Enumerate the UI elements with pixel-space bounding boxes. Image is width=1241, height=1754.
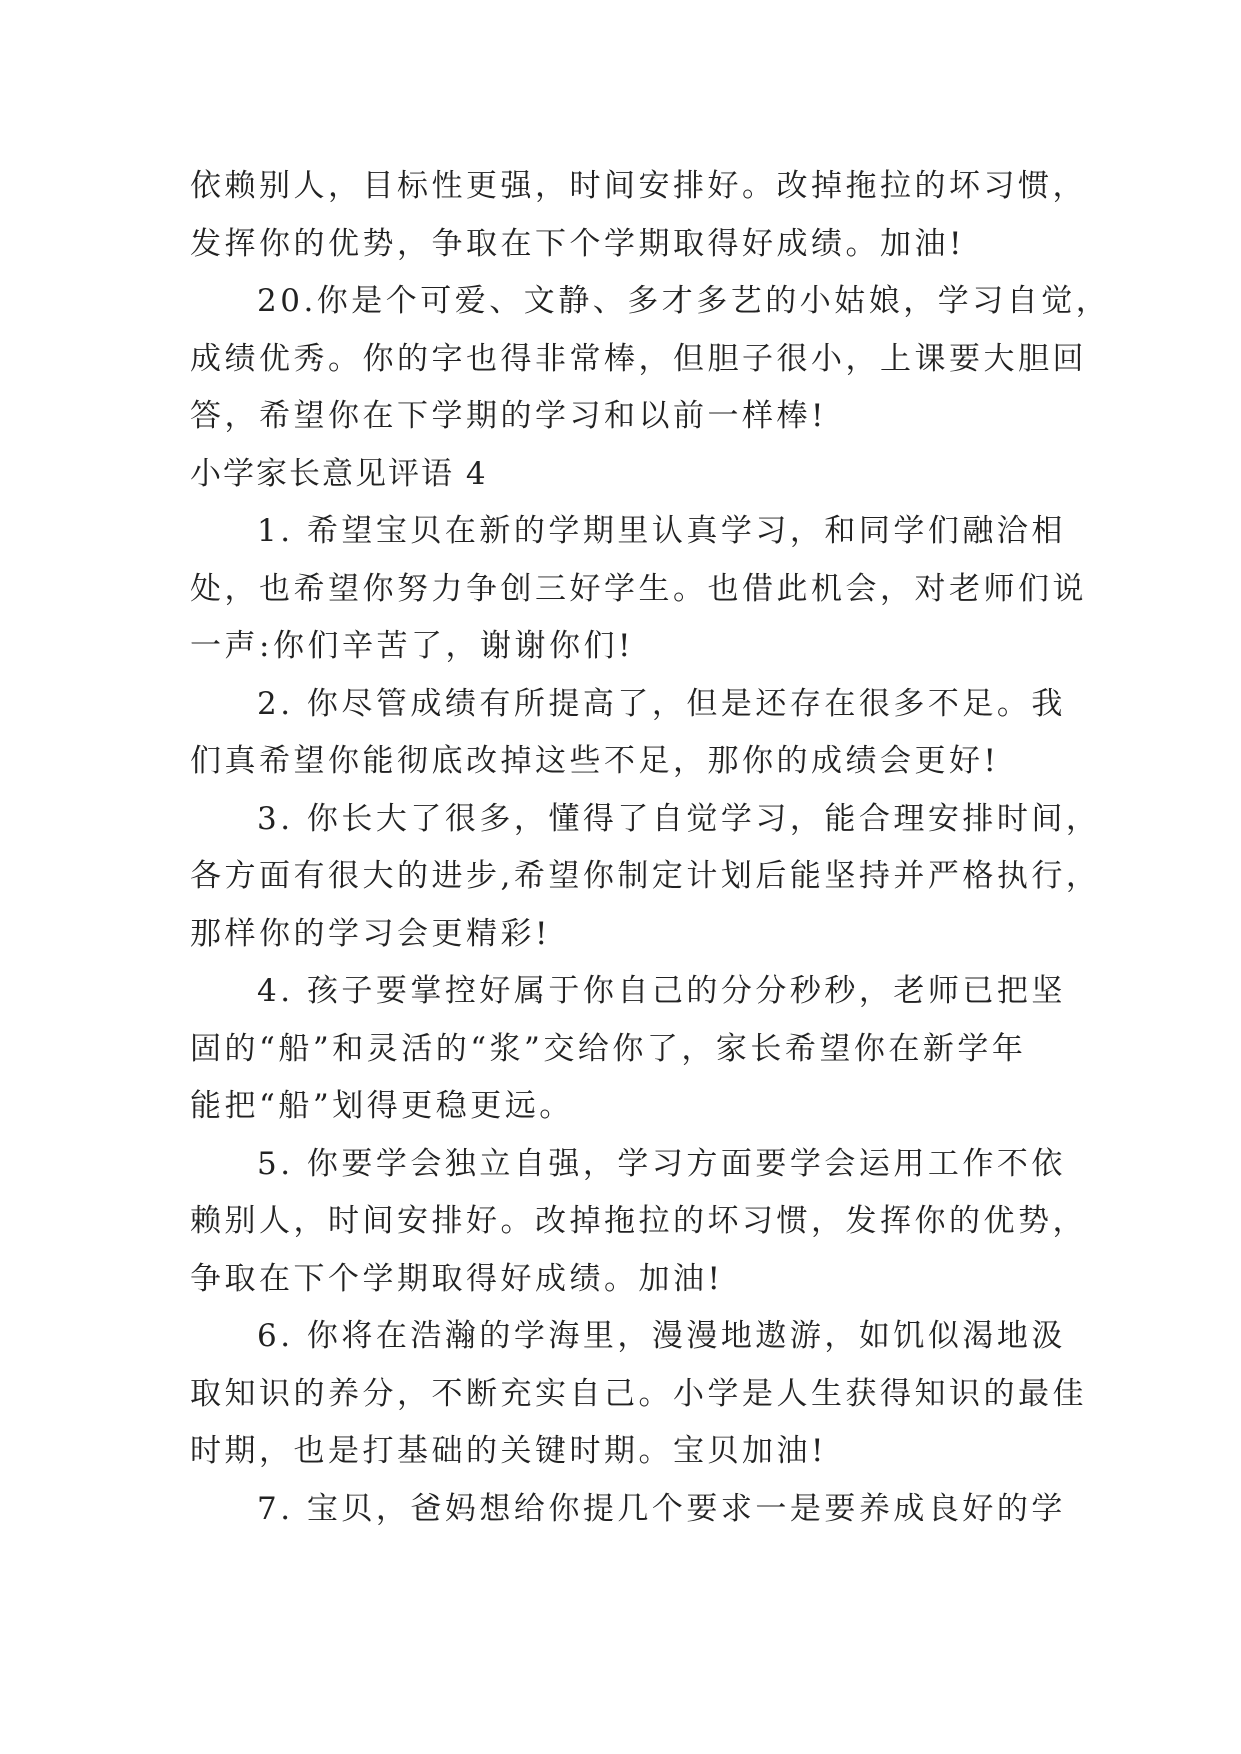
text-line: 那样你的学习会更精彩! xyxy=(190,915,551,952)
text-line: 成绩优秀。你的字也得非常棒，但胆子很小，上课要大胆回 xyxy=(190,340,1087,377)
paragraph-1-start: 1. 希望宝贝在新的学期里认真学习，和同学们融洽相 xyxy=(257,513,1066,549)
paragraph-4-start: 4. 孩子要掌控好属于你自己的分分秒秒，老师已把坚 xyxy=(257,973,1066,1009)
text-line: 时期，也是打基础的关键时期。宝贝加油! xyxy=(190,1433,827,1469)
text-line: 各方面有很大的进步,希望你制定计划后能坚持并严格执行， xyxy=(190,858,1101,894)
text-line: 依赖别人，目标性更强，时间安排好。改掉拖拉的坏习惯， xyxy=(190,168,1087,204)
text-line: 处，也希望你努力争创三好学生。也借此机会，对老师们说 xyxy=(190,570,1087,607)
text-line: 固的“船”和灵活的“浆”交给你了，家长希望你在新学年 xyxy=(190,1030,1027,1067)
paragraph-7-start: 7. 宝贝，爸妈想给你提几个要求一是要养成良好的学 xyxy=(257,1490,1066,1527)
text-line: 们真希望你能彻底改掉这些不足，那你的成绩会更好! xyxy=(190,743,1000,779)
paragraph-6-start: 6. 你将在浩瀚的学海里，漫漫地遨游，如饥似渴地汲 xyxy=(257,1318,1066,1354)
text-line: 发挥你的优势，争取在下个学期取得好成绩。加油! xyxy=(190,225,965,262)
paragraph-5-start: 5. 你要学会独立自强，学习方面要学会运用工作不依 xyxy=(257,1145,1066,1182)
text-line: 能把“船”划得更稳更远。 xyxy=(190,1088,574,1124)
paragraph-2-start: 2. 你尽管成绩有所提高了，但是还存在很多不足。我 xyxy=(257,685,1066,722)
paragraph-20-start: 20.你是个可爱、文静、多才多艺的小姑娘，学习自觉， xyxy=(257,283,1111,319)
text-line: 争取在下个学期取得好成绩。加油! xyxy=(190,1260,724,1297)
document-body xyxy=(190,158,1111,1538)
paragraph-3-start: 3. 你长大了很多，懂得了自觉学习，能合理安排时间， xyxy=(257,800,1101,837)
section-heading: 小学家长意见评语 4 xyxy=(190,455,488,492)
text-line: 取知识的养分，不断充实自己。小学是人生获得知识的最佳 xyxy=(190,1375,1087,1412)
text-line: 赖别人，时间安排好。改掉拖拉的坏习惯，发挥你的优势， xyxy=(190,1203,1087,1239)
text-line: 一声:你们辛苦了，谢谢你们! xyxy=(190,628,634,664)
text-line: 答，希望你在下学期的学习和以前一样棒! xyxy=(190,398,827,434)
